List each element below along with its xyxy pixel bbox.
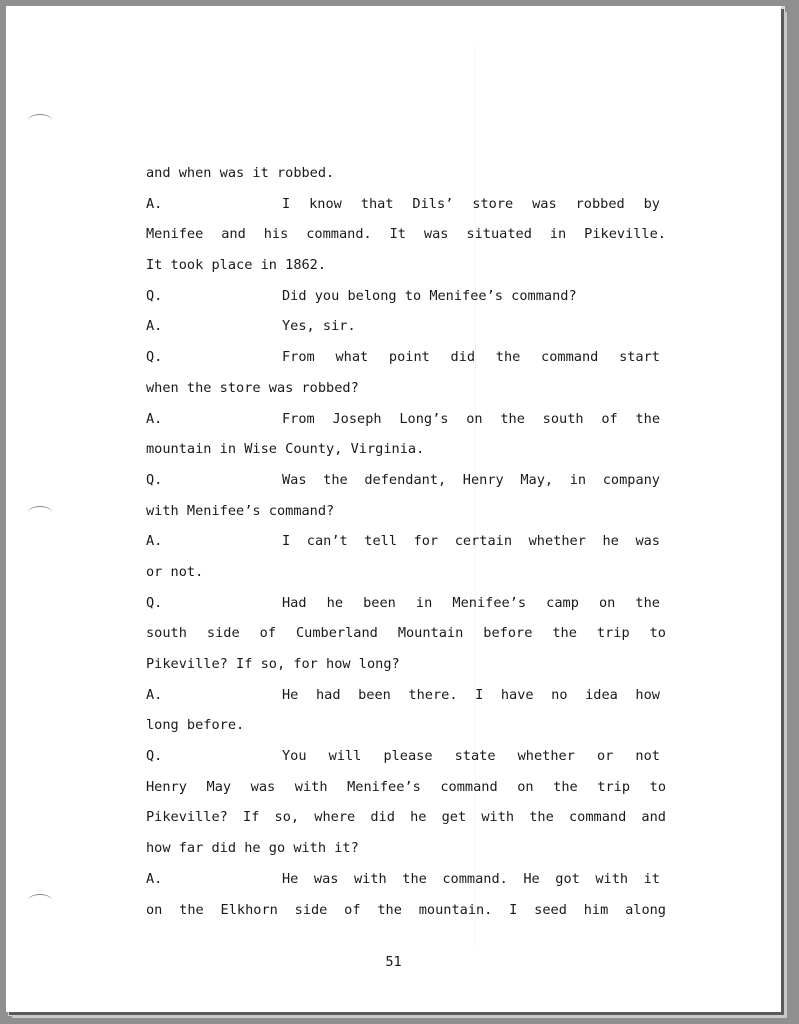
line-text: From Joseph Long’s on the south of the bbox=[282, 410, 660, 427]
transcript-line: or not. bbox=[146, 563, 204, 580]
transcript-line: Pikeville? If so, where did he get with the command and bbox=[146, 809, 666, 826]
transcript-line: Menifee and his command. It was situated in Pikeville. bbox=[146, 226, 666, 243]
line-text: Was the defendant, Henry May, in company bbox=[282, 471, 660, 488]
transcript-line: when the store was robbed? bbox=[146, 379, 359, 396]
transcript-line: how far did he go with it? bbox=[146, 840, 359, 857]
transcript-line: with Menifee’s command? bbox=[146, 502, 335, 519]
line-text: Yes, sir. bbox=[282, 318, 356, 335]
line-text: He was with the command. He got with it bbox=[282, 870, 660, 887]
page-edge-right bbox=[781, 6, 785, 1014]
transcript-line: mountain in Wise County, Virginia. bbox=[146, 441, 425, 458]
line-text: Had he been in Menifee’s camp on the bbox=[282, 594, 660, 611]
transcript-line: south side of Cumberland Mountain before the trip to bbox=[146, 625, 666, 642]
page-edge-bottom bbox=[8, 1012, 785, 1016]
transcript-line bbox=[146, 311, 666, 342]
document-page bbox=[6, 6, 781, 1012]
speaker-label: A. bbox=[146, 195, 163, 212]
transcript-line bbox=[146, 588, 666, 619]
speaker-label: A. bbox=[146, 533, 163, 550]
page-number: 51 bbox=[385, 954, 402, 970]
transcript-line: Henry May was with Menifee’s command on the trip to bbox=[146, 778, 666, 795]
speaker-label: Q. bbox=[146, 349, 163, 366]
transcript-line bbox=[146, 404, 666, 435]
line-text: He had been there. I have no idea how bbox=[282, 686, 660, 703]
transcript-line: long before. bbox=[146, 717, 245, 734]
transcript-line bbox=[146, 342, 666, 373]
transcript-line bbox=[146, 281, 666, 312]
line-text: I can’t tell for certain whether he was bbox=[282, 533, 660, 550]
transcript-line bbox=[146, 741, 666, 772]
speaker-label: A. bbox=[146, 318, 163, 335]
transcript-line bbox=[146, 526, 666, 557]
transcript-line: It took place in 1862. bbox=[146, 257, 327, 274]
line-text: I know that Dils’ store was robbed by bbox=[282, 195, 660, 212]
speaker-label: Q. bbox=[146, 287, 163, 304]
speaker-label: A. bbox=[146, 410, 163, 427]
transcript-line: on the Elkhorn side of the mountain. I seed him along bbox=[146, 901, 666, 918]
speaker-label: Q. bbox=[146, 594, 163, 611]
speaker-label: A. bbox=[146, 870, 163, 887]
line-text: From what point did the command start bbox=[282, 349, 660, 366]
punch-hole-mark-bottom bbox=[28, 894, 52, 907]
punch-hole-mark-middle bbox=[28, 506, 52, 519]
speaker-label: A. bbox=[146, 686, 163, 703]
speaker-label: Q. bbox=[146, 748, 163, 765]
transcript-line bbox=[146, 189, 666, 220]
transcript-line bbox=[146, 864, 666, 895]
transcript-line bbox=[146, 680, 666, 711]
line-text: Did you belong to Menifee’s command? bbox=[282, 287, 577, 304]
punch-hole-mark-top bbox=[28, 114, 52, 127]
speaker-label: Q. bbox=[146, 471, 163, 488]
transcript-text bbox=[146, 158, 666, 925]
transcript-line: and when was it robbed. bbox=[146, 165, 335, 181]
line-text: You will please state whether or not bbox=[282, 748, 660, 765]
transcript-line bbox=[146, 465, 666, 496]
transcript-line: Pikeville? If so, for how long? bbox=[146, 656, 400, 672]
